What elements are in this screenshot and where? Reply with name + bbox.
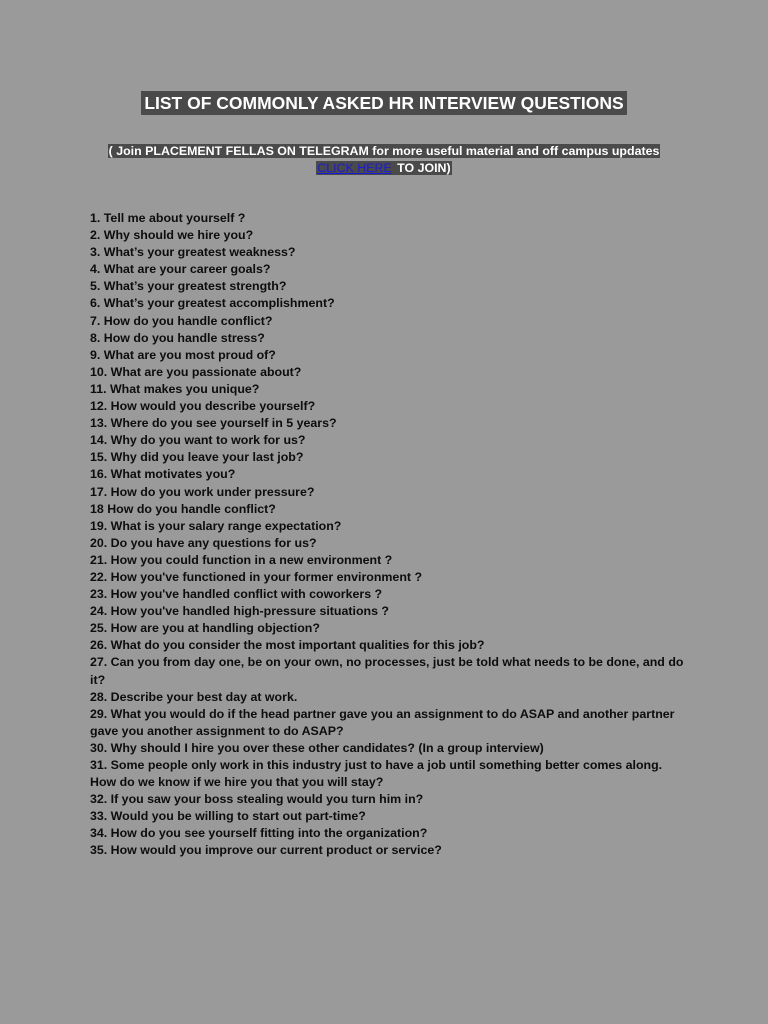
telegram-promo — [0, 143, 768, 177]
question-item: 9. What are you most proud of? — [90, 347, 276, 362]
question-item: 30. Why should I hire you over these other candidates? (In a group interview) — [90, 740, 544, 755]
promo-text: ( Join PLACEMENT FELLAS ON TELEGRAM for more useful material and off campus updates — [108, 144, 660, 158]
join-link[interactable]: CLICK HERE — [317, 161, 392, 175]
question-item: 19. What is your salary range expectation? — [90, 518, 342, 533]
question-item: 25. How are you at handling objection? — [90, 621, 320, 636]
question-item: 2. Why should we hire you? — [90, 228, 254, 243]
question-item: 28. Describe your best day at work. — [90, 689, 298, 704]
question-item: 34. How do you see yourself fitting into the organization? — [90, 826, 428, 841]
question-item: 22. How you've functioned in your former environment ? — [90, 569, 423, 584]
question-item: 15. Why did you leave your last job? — [90, 450, 304, 465]
question-item: 23. How you've handled conflict with coworkers ? — [90, 587, 383, 602]
question-item: 27. Can you from day one, be on your own, no processes, just be told what needs to be done, and do it? — [90, 655, 684, 687]
question-item: 16. What motivates you? — [90, 467, 236, 482]
page-title: LIST OF COMMONLY ASKED HR INTERVIEW QUESTIONS — [141, 91, 626, 115]
question-item: 21. How you could function in a new environment ? — [90, 552, 393, 567]
question-item: 17. How do you work under pressure? — [90, 484, 315, 499]
question-item: 26. What do you consider the most important qualities for this job? — [90, 638, 485, 653]
question-item: 12. How would you describe yourself? — [90, 399, 316, 414]
title-container — [0, 91, 768, 115]
question-item: 4. What are your career goals? — [90, 262, 271, 277]
question-item: 31. Some people only work in this industry just to have a job until something better comes along. How do we know if we hire you that you will stay? — [90, 758, 663, 790]
question-item: 24. How you've handled high-pressure situations ? — [90, 604, 389, 619]
question-item: 10. What are you passionate about? — [90, 364, 302, 379]
question-item: 32. If you saw your boss stealing would you turn him in? — [90, 792, 424, 807]
question-item: 13. Where do you see yourself in 5 years? — [90, 416, 337, 431]
question-item: 8. How do you handle stress? — [90, 330, 265, 345]
question-item: 1. Tell me about yourself ? — [90, 211, 246, 225]
question-item: 5. What’s your greatest strength? — [90, 279, 287, 294]
question-list — [90, 210, 690, 860]
question-item: 20. Do you have any questions for us? — [90, 535, 317, 550]
question-item: 35. How would you improve our current product or service? — [90, 843, 442, 858]
promo-tail-text: TO JOIN) — [393, 161, 451, 175]
question-item: 3. What’s your greatest weakness? — [90, 245, 296, 260]
question-item: 29. What you would do if the head partner gave you an assignment to do ASAP and another partner gave you another assignment to do ASAP? — [90, 706, 675, 738]
question-item: 7. How do you handle conflict? — [90, 313, 273, 328]
question-item: 14. Why do you want to work for us? — [90, 433, 306, 448]
question-item: 18 How do you handle conflict? — [90, 501, 276, 516]
question-item: 11. What makes you unique? — [90, 381, 260, 396]
question-item: 33. Would you be willing to start out part-time? — [90, 809, 366, 824]
question-item: 6. What’s your greatest accomplishment? — [90, 296, 335, 311]
